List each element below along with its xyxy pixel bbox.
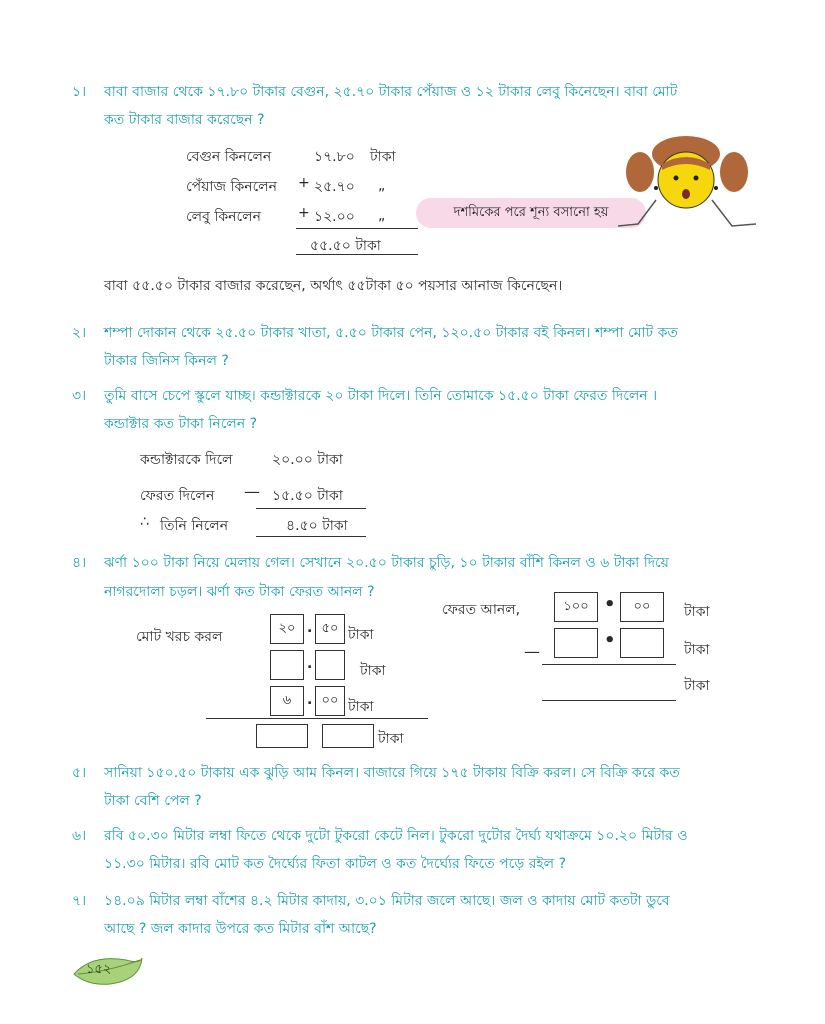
q4-right-row1-int-text: ১০০ [563,598,589,614]
q1-row1-label: বেগুন কিনলেন [186,149,272,165]
q4-right-row1-dec-text: ০০ [633,598,651,614]
q1-row2-op: + [298,175,310,191]
q5-text-line1: সানিয়া ১৫০.৫০ টাকায় এক ঝুড়ি আম কিনল। বাজারে গিয়ে ১৭৫ টাকায় বিক্রি করল। সে বিক্রি করে কত [104,765,680,781]
q4-left-row1-int-text: ২০ [278,620,296,636]
q4-right-label: ফেরত আনল, [442,602,521,618]
q4-right-minus: — [524,642,540,661]
q7-text-line1: ১৪.০৯ মিটার লম্বা বাঁশের ৪.২ মিটার কাদায়, ৩.০১ মিটার জলে আছে। জল ও কাদায় মোট কতটা ডুবে [104,893,670,909]
q4-left-row2-unit: টাকা [360,663,386,679]
q6-number: ৬। [72,828,87,844]
q2-text-line1: শম্পা দোকান থেকে ২৫.৫০ টাকার খাতা, ৫.৫০ টাকার পেন, ১২০.৫০ টাকার বই কিনল। শম্পা মোট কত [104,325,678,341]
q1-answer: বাবা ৫৫.৫০ টাকার বাজার করেছেন, অর্থাৎ ৫৫টাকা ৫০ পয়সার আনাজ কিনেছেন। [104,278,563,294]
q1-total-underline [296,254,418,255]
q1-row3-label: লেবু কিনলেন [186,209,261,225]
q1-bubble-text: দশমিকের পরে শূন্য বসানো হয় [453,204,609,220]
q4-left-total-int[interactable] [256,724,308,748]
q4-left-row1-int[interactable] [270,614,304,644]
q3-sum-line [256,508,366,509]
q2-text-line2: টাকার জিনিস কিনল ? [104,353,229,369]
q4-left-total-dec[interactable] [322,724,374,748]
q4-right-row2-int[interactable] [554,628,598,658]
q4-right-total-underline [542,700,676,701]
q4-left-row3-dec-text: ০০ [321,692,339,708]
q4-left-row3-unit: টাকা [348,699,374,715]
q4-left-row3-dot: . [307,692,313,708]
q1-row2-label: পেঁয়াজ কিনলেন [186,179,278,195]
q1-speech-bubble [416,198,646,228]
q3-number: ৩। [72,388,87,404]
q4-left-label: মোট খরচ করল [136,629,223,645]
q4-left-row2-dec[interactable] [315,650,345,680]
q4-left-total-unit: টাকা [378,731,404,747]
q3-row3-value: ৪.৫০ টাকা [286,518,348,534]
q3-row2-op: — [244,482,260,501]
q4-left-row1-unit: টাকা [348,627,374,643]
q1-text-line1: বাবা বাজার থেকে ১৭.৮০ টাকার বেগুন, ২৫.৭০ টাকার পেঁয়াজ ও ১২ টাকার লেবু কিনেছেন। বাবা মোট [104,84,678,100]
q1-sum-line [296,228,418,229]
q3-row1-value: ২০.০০ টাকা [272,452,343,468]
q4-left-row1-dot: . [307,620,313,636]
q1-number: ১। [72,84,87,100]
q3-row2-value: ১৫.৫০ টাকা [272,488,343,504]
q4-text-line2: নাগরদোলা চড়ল। ঝর্ণা কত টাকা ফেরত আনল ? [104,584,375,600]
q4-right-row2-dec[interactable] [620,628,664,658]
q1-row2-unit: „ [378,178,386,194]
q4-left-row2-dot: . [307,656,313,672]
q7-text-line2: আছে ? জল কাদার উপরে কত মিটার বাঁশ আছে? [104,921,377,937]
q1-row3-op: + [298,205,310,221]
q4-left-row3-int[interactable] [270,686,304,716]
q4-right-sum-line [542,664,676,665]
q4-text-line1: ঝর্ণা ১০০ টাকা নিয়ে মেলায় গেল। সেখানে ২০.৫০ টাকার চুড়ি, ১০ টাকার বাঁশি কিনল ও ৬ টাকা দিয়ে [104,555,669,571]
q1-row2-value: ২৫.৭০ [314,179,355,195]
q7-number: ৭। [72,893,87,909]
q1-row1-unit: টাকা [370,149,396,165]
q3-total-underline [256,536,366,537]
q1-row3-value: ১২.০০ [314,209,355,225]
q1-text-line2: কত টাকার বাজার করেছেন ? [104,112,265,128]
q4-left-sum-line [206,718,428,719]
q3-row1-label: কন্ডাক্টারকে দিলে [140,452,233,468]
q4-right-row1-dot: • [604,594,616,615]
q4-right-total-unit: টাকা [684,678,710,694]
q1-total: ৫৫.৫০ টাকা [310,238,381,254]
q4-left-row3-int-text: ৬ [282,692,292,708]
q4-left-row1-dec[interactable] [315,614,345,644]
page-number: ১৫২ [86,962,112,977]
q5-text-line2: টাকা বেশি পেল ? [104,793,202,809]
q3-text-line2: কন্ডাক্টার কত টাকা নিলেন ? [104,416,258,432]
q4-number: ৪। [72,555,87,571]
q3-row3-label: তিনি নিলেন [160,518,229,534]
q4-right-row1-dec[interactable] [620,592,664,622]
girl-illustration [616,128,756,228]
q4-right-row1-unit: টাকা [684,604,710,620]
q3-text-line1: তুমি বাসে চেপে স্কুলে যাচ্ছ। কন্ডাক্টারকে ২০ টাকা দিলে। তিনি তোমাকে ১৫.৫০ টাকা ফেরত দিলেন । [104,388,658,404]
q3-row2-label: ফেরত দিলেন [140,488,215,504]
q4-right-row1-int[interactable] [554,592,598,622]
q1-row1-value: ১৭.৮০ [314,149,355,165]
q6-text-line2: ১১.৩০ মিটার। রবি মোট কত দৈর্ঘ্যের ফিতা কাটল ও কত দৈর্ঘ্যের ফিতে পড়ে রইল ? [104,856,566,872]
q4-right-row2-unit: টাকা [684,642,710,658]
q5-number: ৫। [72,765,87,781]
q4-left-row1-dec-text: ৫০ [321,620,339,636]
q4-left-row2-int[interactable] [270,650,304,680]
q4-right-row2-dot: • [604,630,616,651]
q1-row3-unit: „ [378,208,386,224]
q2-number: ২। [72,325,87,341]
q6-text-line1: রবি ৫০.৩০ মিটার লম্বা ফিতে থেকে দুটো টুকরো কেটে নিল। টুকরো দুটোর দৈর্ঘ্য যথাক্রমে ১০.২০ মিটার ও [104,828,688,844]
q4-left-row3-dec[interactable] [315,686,345,716]
q3-row3-op: ∴ [140,514,149,530]
